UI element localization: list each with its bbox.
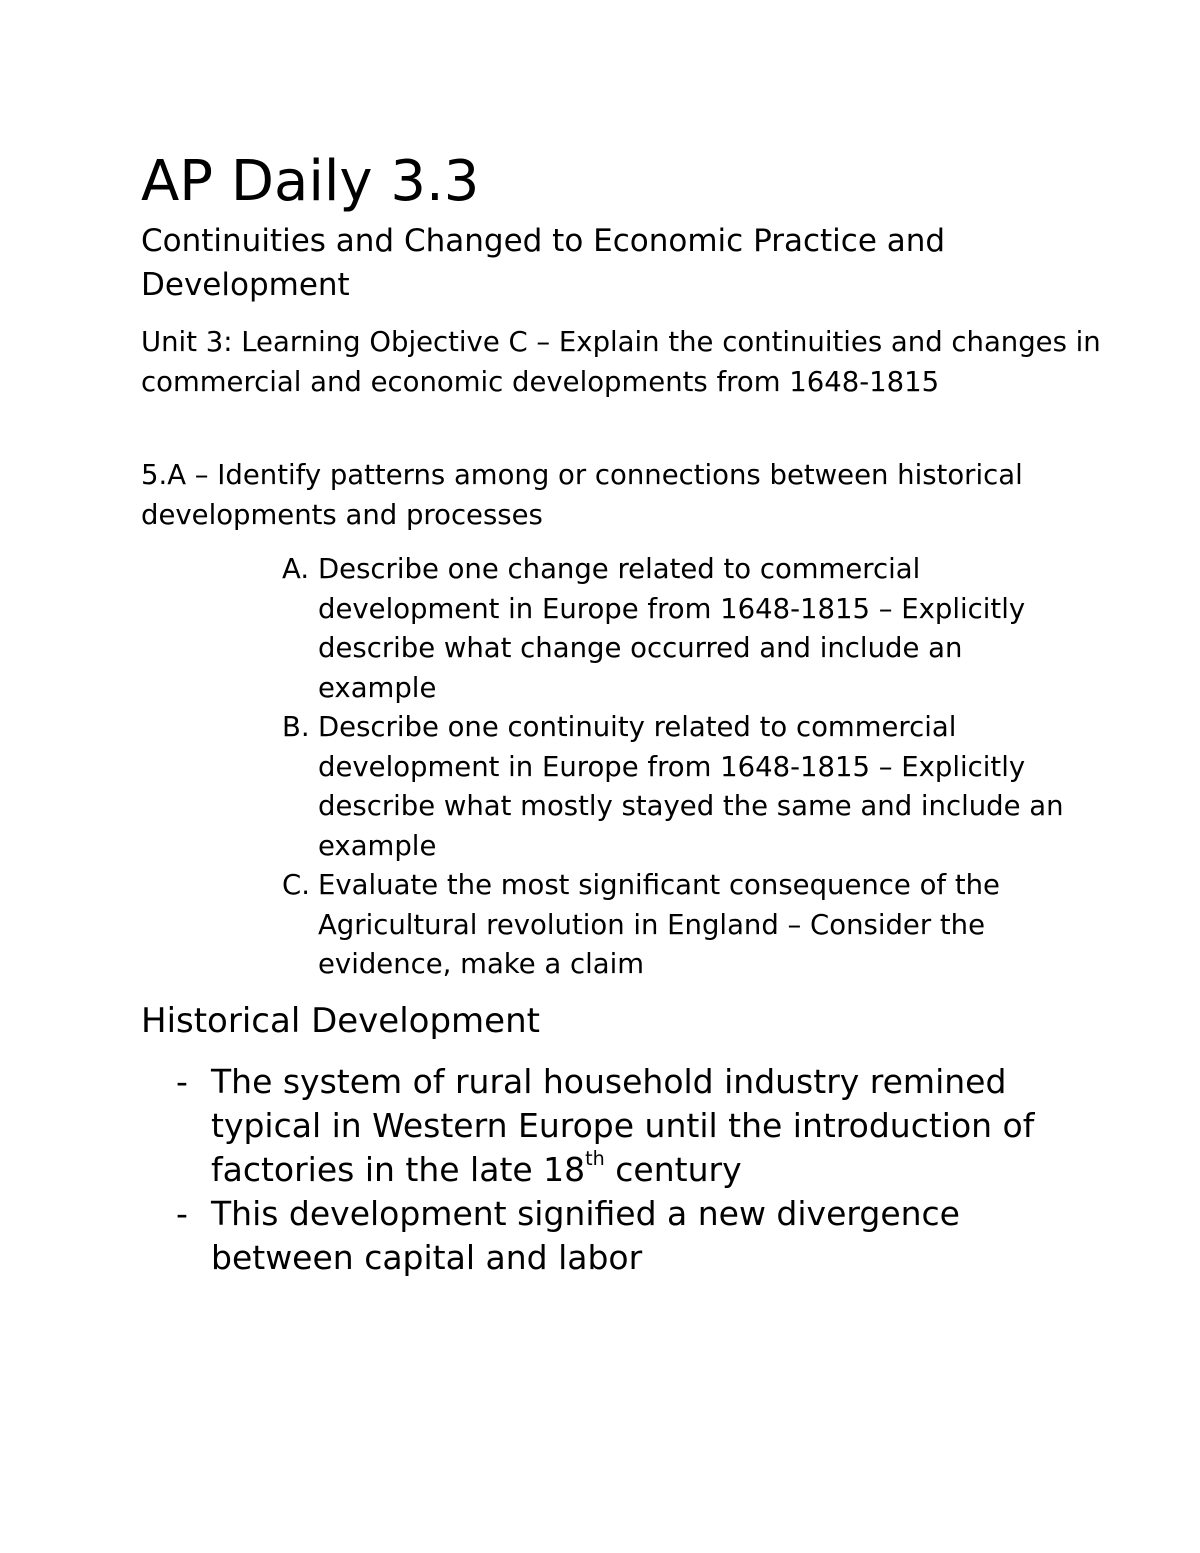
prompt-text: Evaluate the most significant consequence of the Agricultural revolution in England – Consider the evidence, make a claim [318, 869, 1000, 980]
prompt-text: Describe one continuity related to commercial development in Europe from 1648-1815 – Explicitly describe what mostly stayed the same and include an example [318, 711, 1064, 862]
prompt-marker: A. [282, 553, 310, 585]
section-heading: Historical Development [141, 1001, 540, 1041]
note-item [0, 1192, 1071, 1280]
document-title: AP Daily 3.3 [141, 149, 480, 214]
document-subtitle: Continuities and Changed to Economic Practice and Development [141, 223, 946, 303]
ordinal-superscript: th [585, 1147, 605, 1171]
note-dash: - [176, 1194, 188, 1233]
prompt-text: Describe one change related to commercial development in Europe from 1648-1815 – Explicitly describe what change occurred and include an example [318, 553, 1026, 704]
prompt-item-c [0, 866, 1078, 985]
note-text-main: The system of rural household industry remined typical in Western Europe until the introduction of factories in the late 18 [211, 1062, 1035, 1189]
skill-statement: 5.A – Identify patterns among or connections between historical developments and processes [141, 459, 1023, 531]
prompt-item-b [0, 708, 1078, 866]
note-dash: - [176, 1062, 188, 1101]
notes-list [0, 1060, 1071, 1280]
note-text [211, 1062, 1034, 1189]
prompt-marker: B. [282, 711, 310, 743]
note-item [0, 1060, 1071, 1192]
note-text: This development signified a new divergence between capital and labor [211, 1194, 960, 1277]
note-text-tail: century [604, 1150, 742, 1189]
prompt-list [0, 550, 1078, 985]
prompt-marker: C. [282, 869, 310, 901]
prompt-item-a [0, 550, 1078, 708]
learning-objective: Unit 3: Learning Objective C – Explain the continuities and changes in commercial and economic developments from 1648-1815 [141, 326, 1101, 398]
